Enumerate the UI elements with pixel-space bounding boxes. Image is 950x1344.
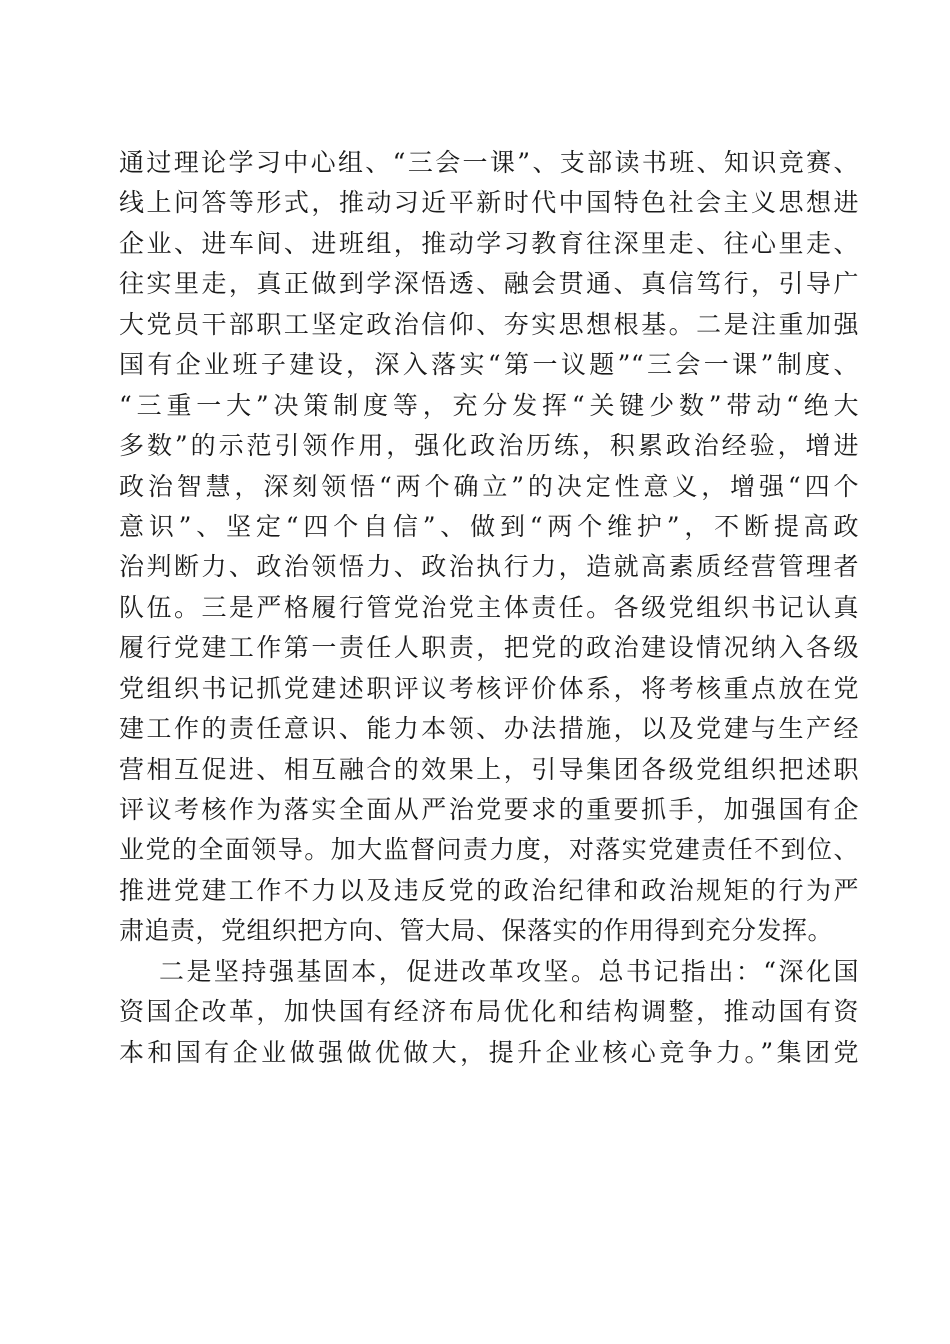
text-line: 本和国有企业做强做优做大，提升企业核心竞争力。”集团党 (119, 1037, 859, 1067)
text-line: 履行党建工作第一责任人职责，把党的政治建设情况纳入各级 (119, 633, 859, 663)
text-line: 肃追责，党组织把方向、管大局、保落实的作用得到充分发挥。 (119, 916, 834, 946)
text-line: 建工作的责任意识、能力本领、办法措施，以及党建与生产经 (119, 714, 859, 744)
text-line: 业党的全面领导。加大监督问责力度，对落实党建责任不到位、 (119, 835, 859, 865)
body-text (119, 143, 859, 1073)
text-line: 意识”、坚定“四个自信”、做到“两个维护”，不断提高政 (119, 511, 859, 541)
text-line: 资国企改革，加快国有经济布局优化和结构调整，推动国有资 (119, 997, 859, 1027)
text-line: 大党员干部职工坚定政治信仰、夯实思想根基。二是注重加强 (119, 309, 859, 339)
text-line: 多数”的示范引领作用，强化政治历练，积累政治经验，增进 (119, 431, 859, 461)
text-line: 队伍。三是严格履行管党治党主体责任。各级党组织书记认真 (119, 592, 859, 622)
text-line: 党组织书记抓党建述职评议考核评价体系，将考核重点放在党 (119, 673, 859, 703)
text-line: “三重一大”决策制度等，充分发挥“关键少数”带动“绝大 (119, 390, 859, 420)
text-line: 治判断力、政治领悟力、政治执行力，造就高素质经营管理者 (119, 552, 859, 582)
text-line: 企业、进车间、进班组，推动学习教育往深里走、往心里走、 (119, 228, 859, 258)
text-line: 推进党建工作不力以及违反党的政治纪律和政治规矩的行为严 (119, 875, 859, 905)
text-line: 营相互促进、相互融合的效果上，引导集团各级党组织把述职 (119, 754, 859, 784)
text-line: 通过理论学习中心组、“三会一课”、支部读书班、知识竞赛、 (119, 148, 859, 177)
text-line: 评议考核作为落实全面从严治党要求的重要抓手，加强国有企 (119, 795, 859, 824)
paragraph-start-line: 二是坚持强基固本，促进改革攻坚。总书记指出：“深化国 (159, 956, 859, 986)
text-line: 国有企业班子建设，深入落实“第一议题”“三会一课”制度、 (119, 350, 859, 380)
text-line: 往实里走，真正做到学深悟透、融会贯通、真信笃行，引导广 (119, 269, 859, 299)
text-line: 政治智慧，深刻领悟“两个确立”的决定性意义，增强“四个 (119, 471, 859, 501)
text-line: 线上问答等形式，推动习近平新时代中国特色社会主义思想进 (119, 188, 859, 218)
